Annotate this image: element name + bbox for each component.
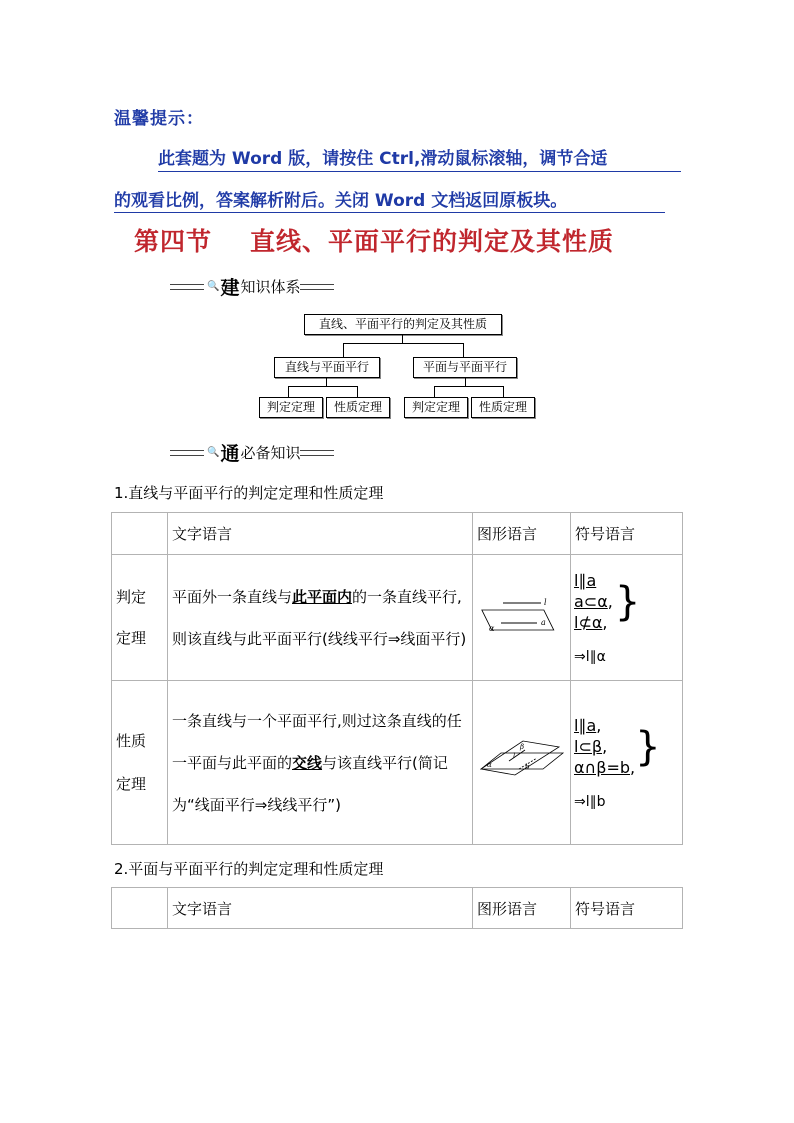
section-1-heading: 1.直线与平面平行的判定定理和性质定理 [114,484,384,502]
plane-intersection-figure [473,731,569,791]
svg-text:β: β [520,742,525,751]
tree-leaf: 性质定理 [326,397,390,418]
tip-title: 温馨提示： [114,109,204,129]
double-rule-left [170,450,204,456]
section-title [134,222,614,258]
row-text: 平面外一条直线与此平面内的一条直线平行,则该直线与此平面平行(线线平行⇒线面平行) [168,555,473,681]
emphasis-text: 交线 [292,753,323,772]
row-text: 一条直线与一个平面平行,则过这条直线的任一平面与此平面的交线与该直线平行(简记为“线面平行⇒线线平行”) [168,681,473,845]
tree-leaf: 判定定理 [259,397,323,418]
svg-text:l: l [544,597,547,607]
header-empty [112,513,168,555]
svg-text:l: l [513,751,516,760]
header-text-language: 文字语言 [168,513,473,555]
table-row-property [112,681,683,845]
header-empty [112,888,168,929]
line-plane-parallel-figure [473,586,569,646]
table-header-row [112,513,683,555]
banner-text: 知识体系 [240,278,301,296]
header-symbol-language: 符号语言 [571,513,683,555]
table-line-plane-parallel [111,512,683,845]
symbol-result: ⇒l∥b [574,794,606,810]
tip-line-1: 此套题为 Word 版，请按住 Ctrl,滑动鼠标滚轴，调节合适 [158,149,608,169]
double-rule-right [300,450,334,456]
banner-big-char: 通 [220,443,240,465]
row-figure [473,555,571,681]
tip-line-2: 的观看比例，答案解析附后。关闭 Word 文档返回原板块。 [114,191,568,211]
header-figure-language: 图形语言 [473,888,571,929]
double-rule-right [300,284,334,290]
row-symbol: l∥a a⊂α, l⊄α, } ⇒l∥α [571,555,683,681]
table-header-row [112,888,683,929]
tree-node-line-plane: 直线与平面平行 [274,357,380,378]
svg-text:b: b [525,762,530,771]
magnifier-icon: 🔍 [207,281,220,292]
row-label: 判定 定理 [112,555,168,681]
svg-text:α: α [487,760,492,769]
row-label: 性质 定理 [112,681,168,845]
svg-text:α: α [489,623,495,633]
tree-node-plane-plane: 平面与平面平行 [413,357,517,378]
right-brace: } [635,723,661,770]
essential-knowledge-banner [170,439,334,466]
header-symbol-language: 符号语言 [571,888,683,929]
section-2-heading: 2.平面与平面平行的判定定理和性质定理 [114,860,384,878]
double-rule-left [170,284,204,290]
tree-leaf: 判定定理 [404,397,468,418]
knowledge-system-banner [170,273,334,300]
emphasis-text: 此平面内 [292,587,353,606]
right-brace: } [614,578,641,625]
section-title-text: 直线、平面平行的判定及其性质 [250,227,615,256]
section-label: 第四节 [134,227,213,256]
magnifier-icon: 🔍 [207,447,220,458]
symbol-result: ⇒l∥α [574,649,606,665]
tree-root: 直线、平面平行的判定及其性质 [304,314,502,335]
tree-leaf: 性质定理 [471,397,535,418]
row-symbol: l∥a, l⊂β, α∩β=b, } ⇒l∥b [571,681,683,845]
tip-underline-1 [158,171,681,172]
header-text-language: 文字语言 [168,888,473,929]
table-plane-plane-parallel [111,887,683,929]
svg-text:a: a [541,617,546,627]
banner-text: 必备知识 [240,444,301,462]
table-row-criterion [112,555,683,681]
tip-underline-2 [114,212,665,213]
header-figure-language: 图形语言 [473,513,571,555]
row-figure [473,681,571,845]
banner-big-char: 建 [220,277,240,299]
